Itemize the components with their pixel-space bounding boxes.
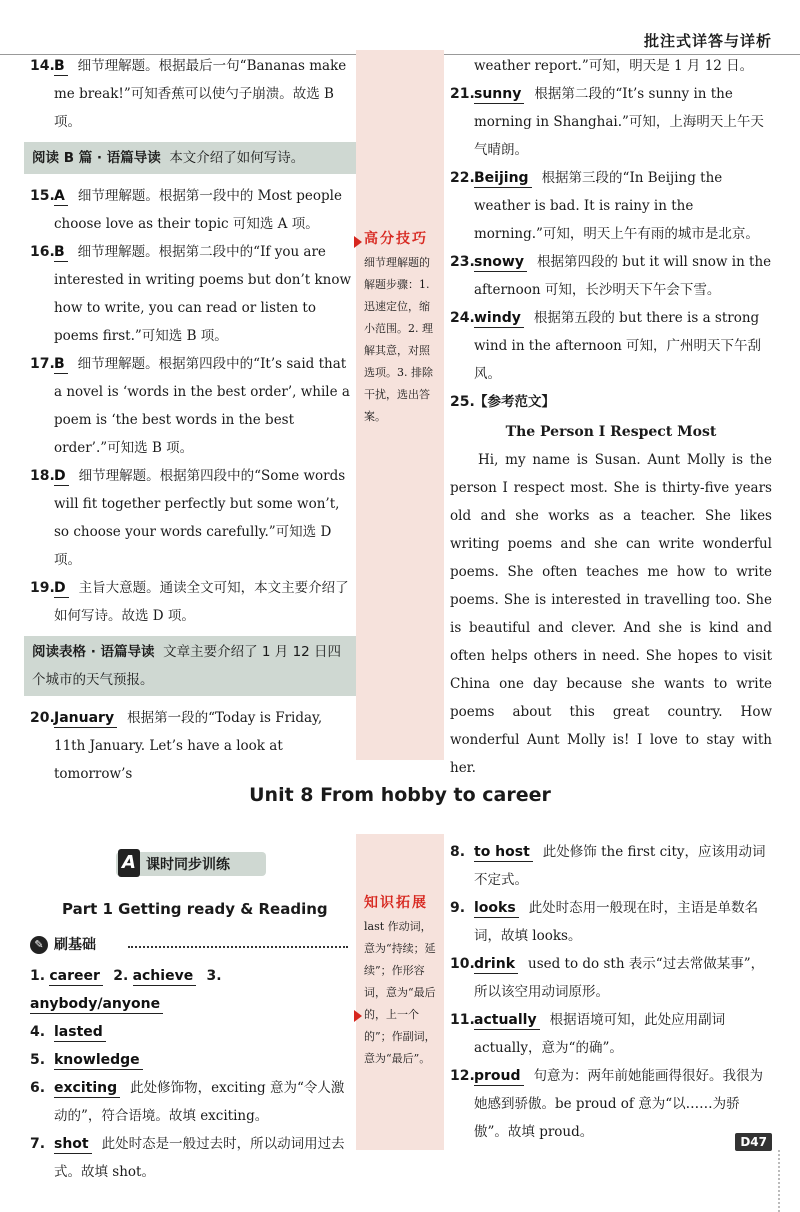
guide-label: 阅读表格 · 语篇导读	[32, 644, 155, 660]
banner-letter-icon: A	[118, 849, 140, 877]
answer-item	[30, 1046, 352, 1074]
answer: shot	[54, 1135, 92, 1154]
answer-item	[30, 182, 352, 238]
explanation: 根据第一段的“Today is Friday, 11th January. Let’s have a look at tomorrow’s	[54, 710, 323, 782]
item-number: 1.	[30, 968, 46, 984]
item-number: 9.	[450, 900, 466, 916]
reading-guide	[24, 636, 356, 696]
explanation: 细节理解题。根据最后一句“Bananas make me break!”可知香蕉可以使勺子崩溃。故选 B 项。	[54, 58, 347, 130]
answer-item	[450, 304, 772, 388]
answer: Beijing	[474, 169, 532, 188]
guide-label: 阅读 B 篇 · 语篇导读	[32, 150, 161, 166]
item-number: 11.	[450, 1012, 475, 1028]
item-number: 4.	[30, 1024, 46, 1040]
answer: actually	[474, 1011, 540, 1030]
answer: lasted	[54, 1023, 106, 1042]
continued-text	[450, 52, 772, 80]
guide-text: 本文介绍了如何写诗。	[169, 150, 305, 166]
answer-item	[450, 388, 772, 416]
item-number: 14.	[30, 58, 55, 74]
answer: B	[54, 355, 68, 374]
item-number: 18.	[30, 468, 55, 484]
answer-item	[450, 80, 772, 164]
left-column	[30, 52, 352, 788]
answer-item	[450, 950, 772, 1006]
answer: exciting	[54, 1079, 120, 1098]
explanation: 根据第四段的 but it will snow in the afternoon 可知，长沙明天下午会下雪。	[474, 254, 772, 298]
answer: sunny	[474, 85, 524, 104]
answer-item	[450, 894, 772, 950]
answer: A	[54, 187, 68, 206]
model-essay-label: 【参考范文】	[474, 394, 555, 410]
item-number: 23.	[450, 254, 475, 270]
answer: to host	[474, 843, 533, 862]
explanation: 此处时态用一般现在时，主语是单数名词，故填 looks。	[474, 900, 759, 944]
pointer-arrow-icon	[354, 1010, 362, 1022]
explanation: 此处修饰物，exciting 意为“令人激动的”，符合语境。故填 exciting。	[54, 1080, 345, 1124]
item-number: 8.	[450, 844, 466, 860]
explanation: 句意为：两年前她能画得很好。我很为她感到骄傲。be proud of 意为“以……为骄傲”。故填 proud。	[474, 1068, 764, 1140]
unit-right-column	[450, 838, 772, 1146]
section-banner	[116, 852, 266, 876]
answer: snowy	[474, 253, 527, 272]
pointer-arrow-icon	[354, 236, 362, 248]
explanation: 细节理解题。根据第二段中的“If you are interested in writing poems but don’t know how to write, you can read or listen to poems first.”可知选 B 项。	[54, 244, 352, 344]
tip-panel	[356, 50, 444, 760]
basic-label: 刷基础	[54, 937, 96, 953]
answer: looks	[474, 899, 519, 918]
explanation: weather report.”可知，明天是 1 月 12 日。	[474, 58, 754, 74]
tip-title: 高分技巧	[364, 231, 428, 247]
explanation: 细节理解题。根据第四段中的“It’s said that a novel is ‘words in the best order’, while a poem is ‘the best words in the best order’.”可知选 B 项。	[54, 356, 350, 456]
answer: anybody/anyone	[30, 995, 163, 1014]
item-number: 16.	[30, 244, 55, 260]
unit-left-column	[30, 962, 352, 1186]
answer: achieve	[133, 967, 197, 986]
item-number: 7.	[30, 1136, 46, 1152]
banner-text: 课时同步训练	[146, 857, 230, 873]
tip-panel	[356, 834, 444, 1150]
answer-item	[450, 838, 772, 894]
page-number: D47	[735, 1133, 772, 1151]
item-number: 12.	[450, 1068, 475, 1084]
answer-item	[450, 164, 772, 248]
answer-item	[30, 1130, 352, 1186]
page-header: 批注式详答与详析	[643, 32, 772, 50]
part-title: Part 1 Getting ready & Reading	[62, 900, 328, 918]
answer-item	[30, 462, 352, 574]
item-number: 19.	[30, 580, 55, 596]
answer: windy	[474, 309, 524, 328]
answer-item	[450, 1062, 772, 1146]
answer: D	[54, 579, 69, 598]
item-number: 2.	[113, 968, 129, 984]
answer-line	[30, 962, 352, 1018]
item-number: 10.	[450, 956, 475, 972]
answer-item	[30, 704, 352, 788]
answer: B	[54, 243, 68, 262]
item-number: 20.	[30, 710, 55, 726]
answer: D	[54, 467, 69, 486]
answer-item	[30, 1074, 352, 1130]
answer: proud	[474, 1067, 524, 1086]
pen-icon: ✎	[30, 936, 48, 954]
right-column	[450, 52, 772, 782]
answer-item	[30, 1018, 352, 1046]
answer-item	[30, 574, 352, 630]
explanation: used to do sth 表示“过去常做某事”，所以该空用动词原形。	[474, 956, 765, 1000]
explanation: 细节理解题。根据第一段中的 Most people choose love as their topic 可知选 A 项。	[54, 188, 342, 232]
essay-title: The Person I Respect Most	[505, 424, 717, 440]
explanation: 细节理解题。根据第四段中的“Some words will fit together perfectly but some won’t, so choose your words carefully.”可知选 D 项。	[54, 468, 346, 568]
item-number: 22.	[450, 170, 475, 186]
answer: drink	[474, 955, 518, 974]
page-corner-dots	[778, 1150, 800, 1212]
explanation: 根据第五段的 but there is a strong wind in the afternoon 可知，广州明天下午刮风。	[474, 310, 762, 382]
answer: knowledge	[54, 1051, 143, 1070]
answer-item	[450, 248, 772, 304]
explanation: 根据第三段的“In Beijing the weather is bad. It is rainy in the morning.”可知，明天上午有雨的城市是北京。	[474, 170, 759, 242]
dotted-divider	[128, 946, 348, 948]
basic-section-label	[30, 934, 96, 954]
item-number: 15.	[30, 188, 55, 204]
item-number: 17.	[30, 356, 55, 372]
essay-body: Hi, my name is Susan. Aunt Molly is the person I respect most. She is thirty-five years old and she works as a teacher. She likes writing poems and she can write wonderful poems. She often teaches me how to write poems. She is interested in travelling too. She is beautiful and clever. And she is kind and often helps others in need. She hopes to visit China one day because she wants to write poems about this great country. How wonderful Aunt Molly is! I love to stay with her.	[450, 452, 772, 776]
item-number: 24.	[450, 310, 475, 326]
unit-title: Unit 8 From hobby to career	[249, 784, 551, 806]
answer-item	[30, 52, 352, 136]
tip-text: last 作动词，意为“持续；延续”；作形容词，意为“最后的，上一个的”；作副词，意为“最后”。	[364, 920, 436, 1065]
item-number: 3.	[206, 968, 222, 984]
tip-title: 知识拓展	[364, 895, 428, 911]
answer-item	[30, 350, 352, 462]
item-number: 6.	[30, 1080, 46, 1096]
item-number: 25.	[450, 394, 475, 410]
guide-text: 文章主要介绍了 1 月 12 日四个城市的天气预报。	[32, 644, 342, 688]
item-number: 21.	[450, 86, 475, 102]
explanation: 此处修饰 the first city，应该用动词不定式。	[474, 844, 766, 888]
item-number: 5.	[30, 1052, 46, 1068]
answer: January	[54, 709, 117, 728]
tip-text: 细节理解题的解题步骤：1. 迅速定位，缩小范围。2. 理解其意，对照选项。3. 排除干扰，选出答案。	[364, 256, 433, 423]
explanation: 根据第二段的“It’s sunny in the morning in Shanghai.”可知，上海明天上午天气晴朗。	[474, 86, 764, 158]
answer: B	[54, 57, 68, 76]
answer-item	[450, 1006, 772, 1062]
explanation: 此处时态是一般过去时，所以动词用过去式。故填 shot。	[54, 1136, 345, 1180]
explanation: 根据语境可知，此处应用副词 actually，意为“的确”。	[474, 1012, 726, 1056]
answer-item	[30, 238, 352, 350]
explanation: 主旨大意题。通读全文可知，本文主要介绍了如何写诗。故选 D 项。	[54, 580, 349, 624]
answer: career	[49, 967, 103, 986]
reading-guide	[24, 142, 356, 174]
